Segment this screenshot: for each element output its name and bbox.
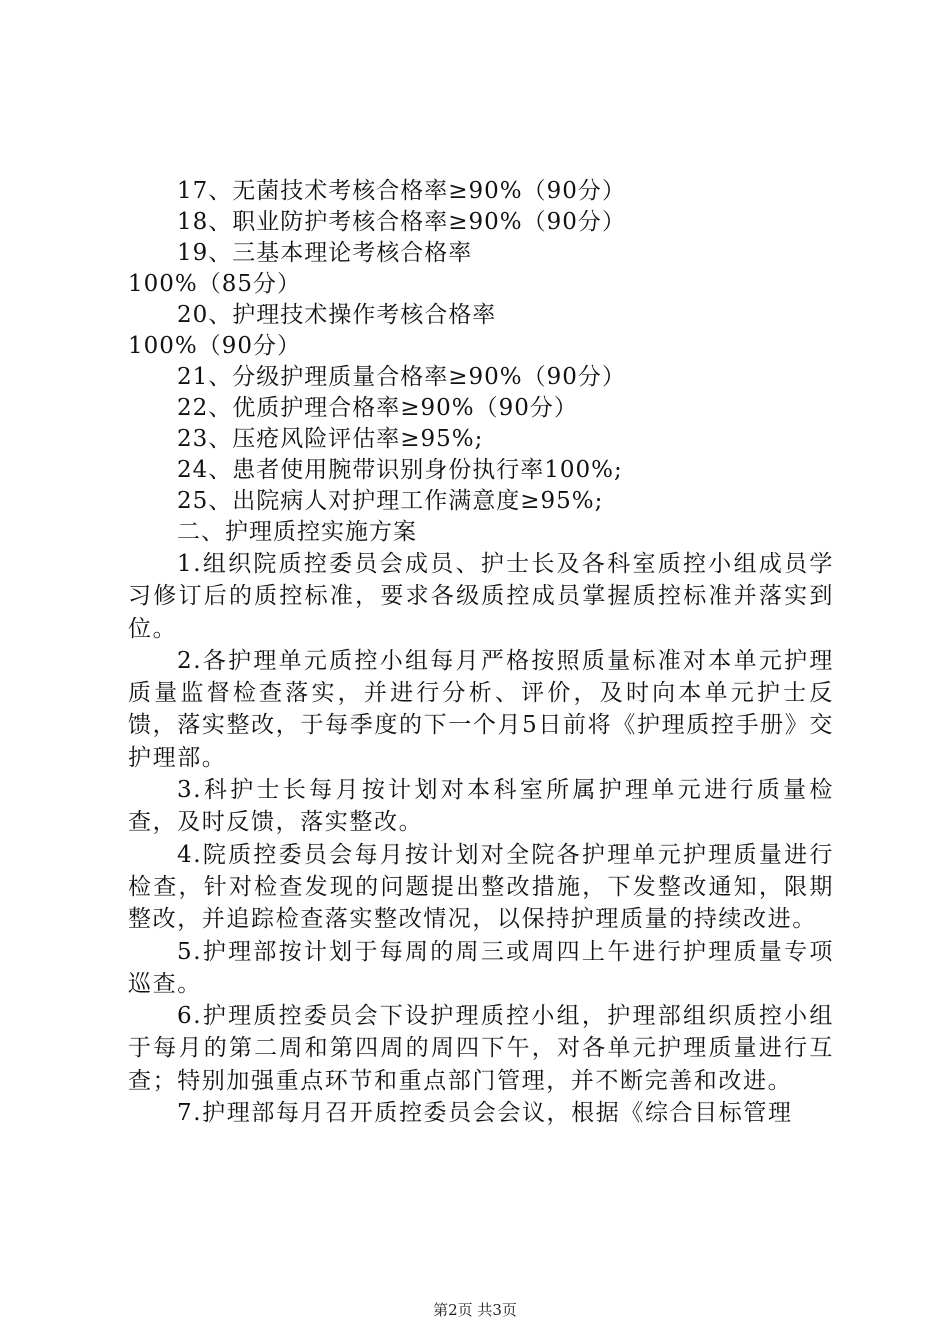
list-item-24: 24、患者使用腕带识别身份执行率100%; <box>177 457 623 483</box>
paragraph-7: 7.护理部每月召开质控委员会会议，根据《综合目标管理 <box>177 1100 793 1127</box>
list-item-25: 25、出院病人对护理工作满意度≥95%; <box>177 488 604 514</box>
list-item-17: 17、无菌技术考核合格率≥90%（90分） <box>177 178 626 204</box>
page-number-footer: 第2页 共3页 <box>433 1301 517 1319</box>
list-item-18: 18、职业防护考核合格率≥90%（90分） <box>177 209 626 235</box>
paragraph-5: 5.护理部按计划于每周的周三或周四上午进行护理质量专项巡查。 <box>128 938 834 997</box>
list-item-20: 20、护理技术操作考核合格率 <box>177 302 497 328</box>
list-item-20-value: 100%（90分） <box>128 333 302 359</box>
list-item-19-value: 100%（85分） <box>128 271 302 297</box>
list-item-23: 23、压疮风险评估率≥95%; <box>177 426 484 452</box>
list-item-21: 21、分级护理质量合格率≥90%（90分） <box>177 364 626 390</box>
paragraph-3: 3.科护士长每月按计划对本科室所属护理单元进行质量检查，及时反馈，落实整改。 <box>128 777 834 836</box>
document-body <box>128 176 834 1129</box>
paragraph-1: 1.组织院质控委员会成员、护士长及各科室质控小组成员学习修订后的质控标准，要求各级质控成员掌握质控标准并落实到位。 <box>128 551 834 642</box>
section-heading: 二、护理质控实施方案 <box>177 519 417 545</box>
paragraph-6: 6.护理质控委员会下设护理质控小组，护理部组织质控小组于每月的第二周和第四周的周四下午，对各单元护理质量进行互查；特别加强重点环节和重点部门管理，并不断完善和改进。 <box>128 1003 834 1094</box>
paragraph-2: 2.各护理单元质控小组每月严格按照质量标准对本单元护理质量监督检查落实，并进行分析、评价，及时向本单元护士反馈，落实整改，于每季度的下一个月5日前将《护理质控手册》交护理部。 <box>128 647 834 771</box>
list-item-22: 22、优质护理合格率≥90%（90分） <box>177 395 578 421</box>
list-item-19: 19、三基本理论考核合格率 <box>177 240 473 266</box>
paragraph-4: 4.院质控委员会每月按计划对全院各护理单元护理质量进行检查，针对检查发现的问题提出整改措施，下发整改通知，限期整改，并追踪检查落实整改情况，以保持护理质量的持续改进。 <box>128 841 834 933</box>
